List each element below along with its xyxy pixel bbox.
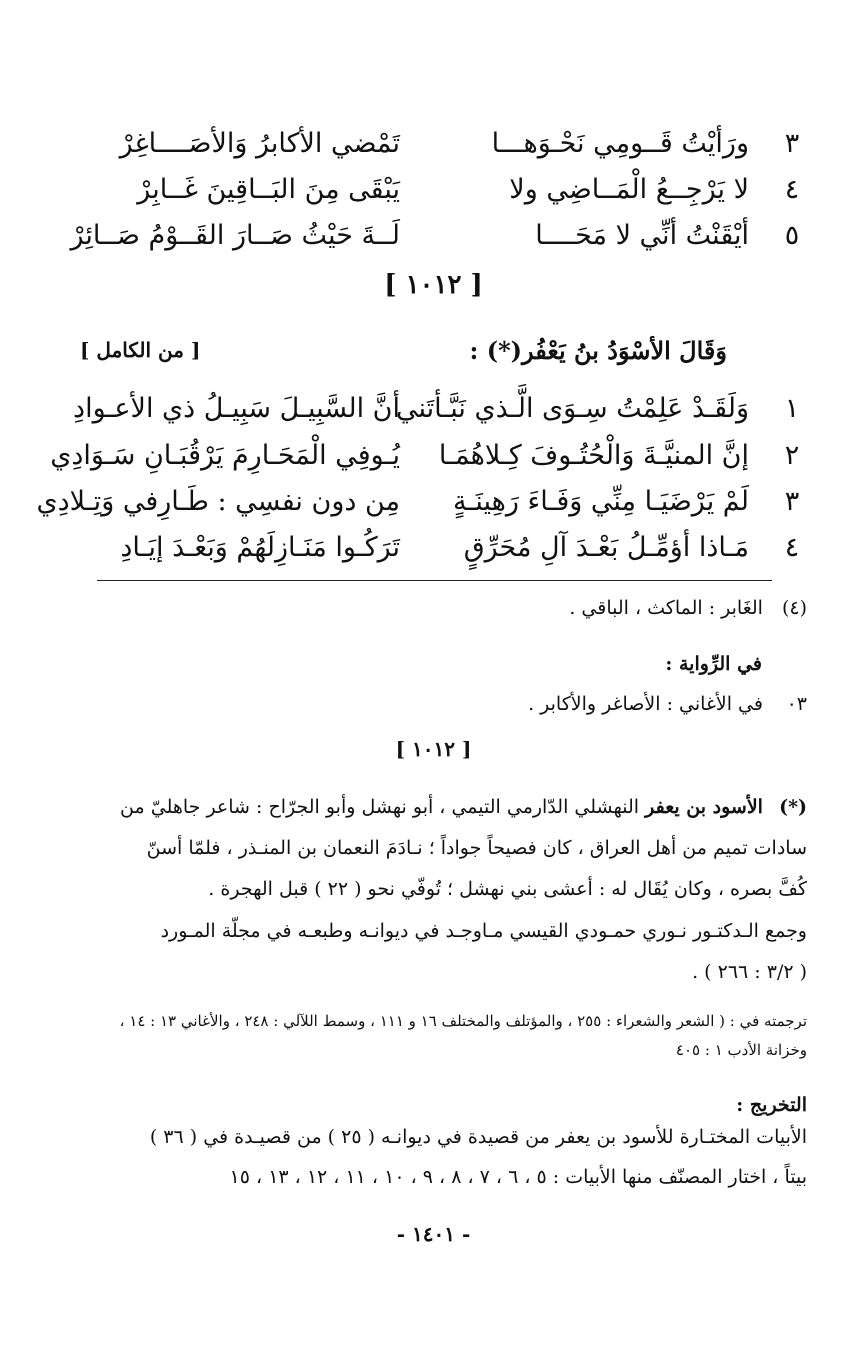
verse-number: ١ bbox=[784, 393, 800, 424]
riwaya-text: في الأغاني : الأصاغر والأكابر . bbox=[528, 693, 763, 715]
footnote-number: (٤) bbox=[781, 597, 807, 619]
bio-line: وجمع الـدكتـور نـوري حمـودي القيسي مـاوجـد في ديوانـه وطبعـه في مجلّة المـورد bbox=[160, 920, 807, 942]
bio-line: سادات تميم من أهل العراق ، كان فصيحاً جواداً ؛ نـادَمَ النعمان بن المنـذر ، فلمّا أسنّ bbox=[146, 837, 807, 859]
bio-marker: (*) bbox=[779, 796, 807, 818]
bio-name: الأسود بن يعفر bbox=[645, 796, 763, 818]
verse-first-hemistich: لا يَرْجِــعُ الْمَــاضِي ولا bbox=[509, 174, 749, 205]
verse-first-hemistich: لَمْ يَرْضَيَـا مِنِّي وَفَـاءَ رَهِينَـةٍ bbox=[453, 486, 749, 517]
verse-second-hemistich: لَــةَ حَيْثُ صَــارَ القَــوْمُ صَــائِرْ bbox=[70, 220, 400, 251]
verse-row bbox=[36, 486, 807, 530]
verse-row bbox=[50, 440, 807, 484]
meter-label: [ من الكامل ] bbox=[80, 338, 201, 362]
page-number: - ١٤٠١ - bbox=[396, 1222, 471, 1246]
verse-second-hemistich: يُـوفِي الْمَحَـارِمَ يَرْقُبَـانِ سَـوَادِي bbox=[50, 440, 400, 471]
verse-first-hemistich: ورَأيْتُ قَــومِي نَحْـوَهـــا bbox=[491, 128, 749, 159]
verse-number: ٣ bbox=[784, 128, 800, 159]
verse-row bbox=[70, 174, 807, 218]
verse-row bbox=[70, 220, 807, 264]
riwaya-note bbox=[70, 693, 807, 715]
riwaya-number: ٠٣ bbox=[786, 693, 807, 715]
translation-refs-line: وخزانة الأدب ١ : ٤٠٥ bbox=[675, 1041, 807, 1059]
verse-number: ٥ bbox=[784, 220, 800, 251]
poem-intro: وَقَالَ الأسْوَدُ بنُ يَعْفُر(*) : bbox=[469, 336, 727, 365]
riwaya-heading: في الرِّواية : bbox=[665, 653, 762, 675]
takhrij-heading: التخريج : bbox=[736, 1094, 807, 1116]
verse-second-hemistich: يَبْقَى مِنَ البَــاقِينَ غَــابِرْ bbox=[137, 174, 400, 205]
footnote-text: الغَابر : الماكث ، الباقي . bbox=[569, 597, 763, 619]
verse-number: ٣ bbox=[784, 486, 800, 517]
bio-line: ( ٣/٢ : ٢٦٦ ) . bbox=[692, 961, 807, 983]
bio-line bbox=[70, 796, 807, 818]
verse-second-hemistich: تَمْضي الأكابرُ وَالأصَــــاغِرْ bbox=[119, 128, 400, 159]
footnote-4 bbox=[70, 597, 807, 619]
verse-number: ٢ bbox=[784, 440, 800, 471]
verse-first-hemistich: مَـاذا أؤمِّـلُ بَعْـدَ آلِ مُحَرِّقٍ bbox=[463, 532, 749, 563]
section-number: [ ١٠١٢ ] bbox=[384, 270, 483, 300]
takhrij-line: الأبيات المختـارة للأسود بن يعفر من قصيدة في ديوانـه ( ٢٥ ) من قصيـدة في ( ٣٦ ) bbox=[149, 1126, 807, 1148]
translation-refs-line: ترجمته في : ( الشعر والشعراء : ٢٥٥ ، والمؤتلف والمختلف ١٦ و ١١١ ، وسمط اللآلي : ٢٤٨ ، والأغاني ١٣ : ١٤ ، bbox=[119, 1012, 807, 1030]
bio-text: النهشلي الدّارمي التيمي ، أبو نهشل وأبو الجرّاح : شاعر جاهليّ من bbox=[120, 796, 640, 818]
bio-line: كُفَّ بصره ، وكان يُقَال له : أعشى بني نهشل ؛ تُوفّي نحو ( ٢٢ ) قبل الهجرة . bbox=[208, 878, 807, 900]
verse-row bbox=[70, 532, 807, 576]
verse-second-hemistich: تَرَكُـوا مَنَـازِلَهُمْ وَبَعْـدَ إيَـادِ bbox=[120, 532, 400, 563]
verse-second-hemistich: أنَّ السَّبِيـلَ سَبِيـلُ ذي الأعـوادِ bbox=[73, 393, 400, 424]
verse-first-hemistich: إنَّ المنيَّـةَ وَالْحُتُـوفَ كِـلاهُمَـا bbox=[438, 440, 749, 471]
verse-first-hemistich: أيْقَنْتُ أنِّي لا مَحَــــا bbox=[535, 220, 749, 251]
section-number-footnote: [ ١٠١٢ ] bbox=[395, 737, 472, 761]
verse-row bbox=[70, 128, 807, 172]
verse-number: ٤ bbox=[784, 174, 800, 205]
verse-first-hemistich: وَلَقَـدْ عَلِمْتُ سِـوَى الَّـذي نَبَّـأتَني bbox=[395, 393, 749, 424]
verse-number: ٤ bbox=[784, 532, 800, 563]
verse-row bbox=[70, 393, 807, 437]
verse-second-hemistich: مِن دون نفسِي : طَـارِفي وَتِـلادِي bbox=[36, 486, 400, 517]
footnote-divider bbox=[97, 580, 772, 581]
takhrij-line: بيتاً ، اختار المصنّف منها الأبيات : ٥ ، ٦ ، ٧ ، ٨ ، ٩ ، ١٠ ، ١١ ، ١٢ ، ١٣ ، ١٥ bbox=[229, 1166, 807, 1188]
